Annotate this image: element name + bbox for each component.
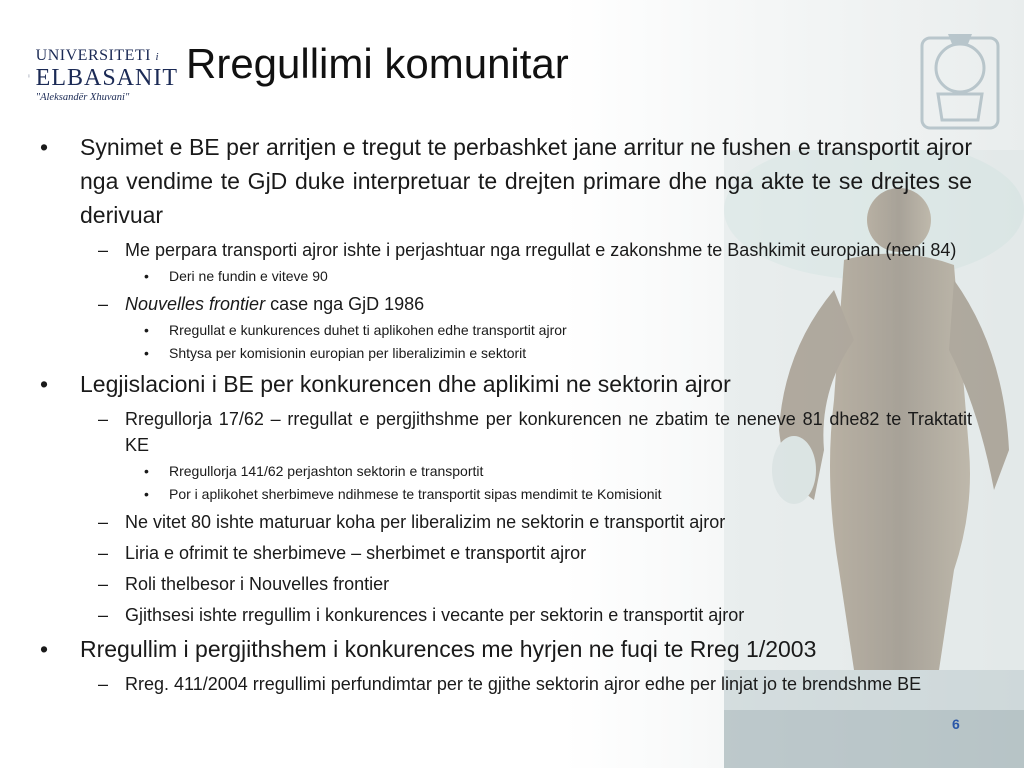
bullet-level2: [36, 571, 972, 597]
bullet-text: Rregullat e kunkurences duhet ti aplikohen edhe transportit ajror: [169, 322, 567, 338]
bullet-dash: –: [98, 543, 109, 563]
slide-content: [36, 126, 972, 697]
bullet-level1: [36, 632, 972, 666]
bullet-level2: [36, 671, 972, 697]
watermark-crest-icon: [918, 28, 1002, 132]
case-name: Nouvelles frontier: [125, 294, 266, 314]
bullet-dot: •: [40, 636, 49, 662]
bullet-level2: [36, 406, 972, 458]
bullet-level2: [36, 291, 972, 317]
bullet-level1: [36, 130, 972, 232]
bullet-text: Rregullim i pergjithshem i konkurences me hyrjen ne fuqi te Rreg 1/2003: [80, 636, 817, 662]
bullet-text: Synimet e BE per arritjen e tregut te perbashket jane arritur ne fushen e transportit ajror nga vendime te GjD duke interpretuar te drejten primare dhe nga akte te se drejtes se derivuar: [80, 134, 972, 228]
logo-line2: ELBASANIT: [35, 65, 178, 92]
bullet-level3: [36, 484, 972, 504]
bullet-dash: –: [98, 674, 109, 694]
bullet-dot: •: [144, 345, 149, 361]
bullet-level2: [36, 602, 972, 628]
logo-line3: "Aleksandër Xhuvani": [35, 92, 130, 104]
bullet-text: Por i aplikohet sherbimeve ndihmese te transportit sipas mendimit te Komisionit: [169, 486, 662, 502]
bullet-dot: •: [40, 134, 49, 160]
bullet-level1: [36, 367, 972, 401]
bullet-text: Roli thelbesor i Nouvelles frontier: [125, 574, 390, 594]
bullet-text: Shtysa per komisionin europian per liberalizimin e sektorit: [169, 345, 527, 361]
university-logo: [28, 38, 178, 114]
bullet-dot: •: [144, 268, 149, 284]
page-number: 6: [952, 716, 960, 732]
bullet-text: Me perpara transporti ajror ishte i perjashtuar nga rregullat e zakonshme te Bashkimit europian (neni 84): [125, 240, 957, 260]
bullet-text: Deri ne fundin e viteve 90: [169, 268, 328, 284]
bullet-text: Liria e ofrimit te sherbimeve – sherbimet e transportit ajror: [125, 543, 587, 563]
bullet-dash: –: [98, 240, 109, 260]
bullet-level2: [36, 540, 972, 566]
bullet-text: Legjislacioni i BE per konkurencen dhe aplikimi ne sektorin ajror: [80, 371, 731, 397]
bullet-level3: [36, 343, 972, 363]
bullet-dash: –: [98, 605, 109, 625]
bullet-text: Gjithsesi ishte rregullim i konkurences i vecante per sektorin e transportit ajror: [125, 605, 745, 625]
bullet-text: case nga GjD 1986: [265, 294, 425, 314]
bullet-level3: [36, 461, 972, 481]
bullet-dash: –: [98, 574, 109, 594]
bullet-dot: •: [144, 463, 149, 479]
bullet-level2: [36, 509, 972, 535]
bullet-text: Ne vitet 80 ishte maturuar koha per liberalizim ne sektorin e transportit ajror: [125, 512, 726, 532]
bullet-dash: –: [98, 512, 109, 532]
bullet-level3: [36, 266, 972, 286]
bullet-text: Rregullorja 17/62 – rregullat e pergjithshme per konkurencen ne zbatim te neneve 81 dhe82 te Traktatit KE: [125, 409, 972, 455]
slide-title: Rregullimi komunitar: [186, 40, 569, 87]
bullet-dot: •: [144, 322, 149, 338]
bullet-dash: –: [98, 294, 109, 314]
bullet-level2: [36, 237, 972, 263]
university-crest-icon: [28, 40, 30, 112]
bullet-dash: –: [98, 409, 109, 429]
bullet-dot: •: [40, 371, 49, 397]
bullet-level3: [36, 320, 972, 340]
bullet-text: Rregullorja 141/62 perjashton sektorin e transportit: [169, 463, 484, 479]
logo-line1-small: i: [155, 51, 160, 64]
bullet-text: Rreg. 411/2004 rregullimi perfundimtar per te gjithe sektorin ajror edhe per linjat jo te brendshme BE: [125, 674, 922, 694]
bullet-dot: •: [144, 486, 149, 502]
logo-line1: UNIVERSITETI: [35, 47, 151, 65]
